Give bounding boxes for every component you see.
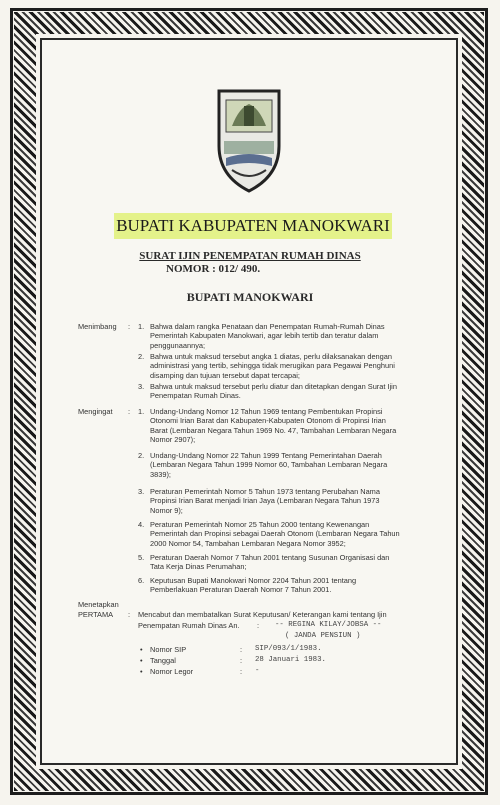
mengingat-label: Mengingat [78, 407, 113, 416]
colon: : [128, 610, 131, 619]
line: Pemerintah Kabupaten Manokwari, agar lebih tertib dan teratur dalam [150, 331, 379, 341]
line: Undang-Undang Nomor 12 Tahun 1969 tentang Pembentukan Propinsi [150, 407, 383, 416]
line: disamping dan tujuan tersebut dapat tercapai; [150, 370, 300, 380]
field-value-tanggal: 28 Januari 1983. [255, 656, 326, 664]
menetapkan-label: Menetapkan [78, 600, 119, 609]
line: Peraturan Daerah Nomor 7 Tahun 2001 tentang Susunan Organisasi dan [150, 553, 390, 562]
line: administrasi yang tertib, sehingga tidak merugikan para Pegawai Penghuni [150, 361, 395, 371]
mengingat-num-4: 4. [138, 520, 145, 529]
mengingat-num-3: 3. [138, 487, 145, 496]
mengingat-item-2 [150, 451, 387, 479]
mengingat-item-4 [150, 520, 400, 548]
line: Propinsi Irian Barat menjadi Irian Jaya (Lembaran Negara Tahun 1973 [150, 496, 380, 506]
colon: : [240, 667, 243, 676]
bullet: • [140, 656, 143, 665]
menimbang-item-1 [150, 322, 385, 350]
document-title: BUPATI KABUPATEN MANOKWARI [116, 216, 390, 235]
colon: : [128, 407, 131, 416]
line: Undang-Undang Nomor 22 Tahun 1999 Tentang Pemerintahan Daerah [150, 451, 382, 460]
line: Peraturan Pemerintah Nomor 25 Tahun 2000 tentang Kewenangan [150, 520, 370, 529]
menetapkan-line-1: Mencabut dan membatalkan Surat Keputusan/ Keterangan kami tentang Ijin [138, 610, 387, 619]
field-label-tanggal: Tanggal [150, 656, 176, 665]
field-label-nomor-legor: Nomor Legor [150, 667, 194, 676]
line: Nomor 2907); [150, 435, 196, 445]
menimbang-item-3 [150, 382, 397, 401]
menimbang-label: Menimbang [78, 322, 117, 331]
mengingat-item-5 [150, 553, 389, 572]
occupant-status: ( JANDA PENSIUN ) [285, 632, 361, 640]
mengingat-item-1 [150, 407, 396, 445]
document-subtitle: SURAT IJIN PENEMPATAN RUMAH DINAS [139, 250, 361, 262]
regency-emblem-icon [214, 86, 284, 196]
colon: : [257, 621, 260, 630]
issuer-heading: BUPATI MANOKWARI [186, 290, 314, 304]
occupant-name: -- REGINA KILAY/JOBSA -- [275, 621, 382, 629]
line: Pemerintah dan Propinsi sebagai Daerah Otonom (Lembaran Negara Tahun [150, 529, 400, 539]
menimbang-num-1: 1. [138, 322, 145, 331]
mengingat-num-2: 2. [138, 451, 145, 460]
line: 2000 Nomor 54, Tambahan Lembaran Negara Nomor 3952; [150, 538, 346, 548]
menetapkan-line-2: Penempatan Rumah Dinas An. [138, 621, 240, 630]
line: Nomor 9); [150, 505, 183, 515]
field-label-nomor-sip: Nomor SIP [150, 645, 187, 654]
line: Peraturan Pemerintah Nomor 5 Tahun 1973 tentang Perubahan Nama [150, 487, 380, 496]
line: Bahwa dalam rangka Penataan dan Penempatan Rumah-Rumah Dinas [150, 322, 385, 331]
line: 3839); [150, 469, 171, 479]
line: Barat (Lembaran Negara Tahun 1969 No. 47, Tambahan Lembaran Negara [150, 425, 397, 435]
line: penggunaannya; [150, 340, 206, 350]
line: Penempatan Rumah Dinas. [150, 391, 241, 401]
field-value-nomor-legor: - [255, 667, 260, 675]
line: Pemberlakuan Peraturan Daerah Nomor 7 Tahun 2001. [150, 585, 332, 595]
menimbang-item-2 [150, 352, 395, 380]
menimbang-num-3: 3. [138, 382, 145, 391]
bullet: • [140, 667, 143, 676]
colon: : [240, 645, 243, 654]
document-number: NOMOR : 012/ 490. [166, 263, 261, 275]
menimbang-num-2: 2. [138, 352, 145, 361]
line: Keputusan Bupati Manokwari Nomor 2204 Tahun 2001 tentang [150, 576, 357, 585]
line: Bahwa untuk maksud tersebut angka 1 diatas, perlu dilaksanakan dengan [150, 352, 393, 361]
mengingat-num-6: 6. [138, 576, 145, 585]
colon: : [128, 322, 131, 331]
colon: : [240, 656, 243, 665]
mengingat-item-6 [150, 576, 356, 595]
mengingat-num-5: 5. [138, 553, 145, 562]
line: (Lembaran Negara Tahun 1999 Nomor 60, Tambahan Lembaran Negara [150, 460, 388, 470]
line: Bahwa untuk maksud tersebut perlu diatur dan ditetapkan dengan Surat Ijin [150, 382, 397, 391]
field-value-nomor-sip: SIP/093/1/1983. [255, 645, 322, 653]
bullet: • [140, 645, 143, 654]
line: Otonomi Irian Barat dan Kabupaten-Kabupaten Otonom di Propinsi Irian [150, 416, 386, 426]
line: Tata Kerja Dinas Perumahan; [150, 562, 247, 572]
pertama-label: PERTAMA [78, 610, 114, 619]
mengingat-num-1: 1. [138, 407, 145, 416]
mengingat-item-3 [150, 487, 380, 515]
